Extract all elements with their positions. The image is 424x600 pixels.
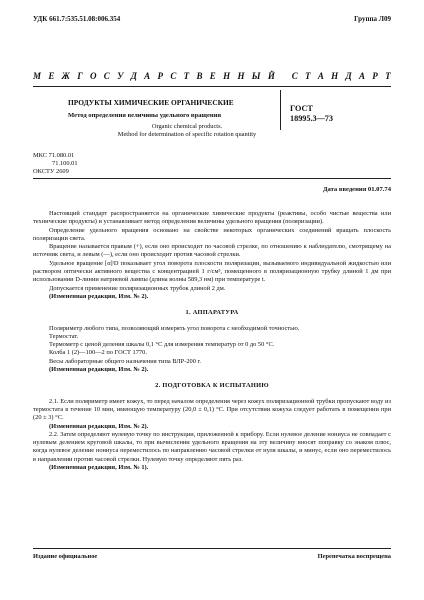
gost-code: 18995.3—73 <box>290 114 333 123</box>
banner-letter: С <box>103 71 110 81</box>
doc-title-en <box>117 123 257 139</box>
okstu-code: ОКСТУ 2609 <box>33 168 69 176</box>
banner-letter: Д <box>345 71 352 81</box>
banner-letter: Н <box>237 71 245 81</box>
edit-note: (Измененная редакция, Изм. № 2). <box>49 292 149 300</box>
divider <box>33 86 391 87</box>
banner-letter: Е <box>48 71 55 81</box>
banner-letter: О <box>89 71 97 81</box>
banner-letter: Ж <box>61 71 70 81</box>
en-title-line-2: Method for determination of specific rotation quantity <box>117 131 257 138</box>
divider <box>33 548 391 549</box>
paragraph: Удельное вращение [α]ᵗD показывает угол поворота плоскости поляризации, вызываемого индивидуальной жидкостью или раствором оптически активного вещества с концентрацией 1 г/см³, помещенного в поляризационную трубку длиной 1 дм при использовании D-линии натриевой лампы (длина волны 589,3 нм) при температуре t. <box>33 259 391 284</box>
banner-letter: Н <box>331 71 339 81</box>
banner-letter <box>282 71 284 81</box>
divider <box>33 178 391 179</box>
document-body <box>33 210 391 472</box>
banner-letter: М <box>33 71 42 81</box>
banner-letter: Р <box>157 71 163 81</box>
banner-letter: Й <box>267 71 275 81</box>
doc-title: ПРОДУКТЫ ХИМИЧЕСКИЕ ОРГАНИЧЕСКИЕ <box>68 98 234 107</box>
group-code: Группа Л09 <box>354 15 391 23</box>
footer-reprint: Перепечатка воспрещена <box>317 553 391 560</box>
section-heading: 2. ПОДГОТОВКА К ИСПЫТАНИЮ <box>155 382 269 390</box>
gost-number <box>290 104 333 124</box>
footer-official: Издание официальное <box>33 553 98 560</box>
banner-letter: А <box>317 71 324 81</box>
banner-letter: Т <box>183 71 190 81</box>
divider <box>280 90 281 130</box>
banner-letter: Г <box>77 71 83 81</box>
list-item: Поляриметр любого типа, позволяющий измерять угол поворота с необходимой точностью. <box>49 324 300 332</box>
edit-note: (Измененная редакция, Изм. № 2). <box>49 366 149 374</box>
banner-letter: В <box>196 71 203 81</box>
en-title-line-1: Organic chemical products. <box>151 123 223 130</box>
banner-letter: С <box>170 71 177 81</box>
udk-code: УДК 661.7:535.51.08:006.354 <box>33 15 121 23</box>
banner-letter: Т <box>385 71 391 81</box>
banner-letter: Ы <box>251 71 261 81</box>
mks-code-1: МКС 71.080.01 <box>33 152 75 159</box>
classification-codes <box>33 152 78 177</box>
doc-method: Метод определения величины удельного вращения <box>68 112 222 119</box>
paragraph: Определение удельного вращения основано на свойстве некоторых органических соединений вращать плоскость поляризации света. <box>33 226 391 242</box>
paragraph: Вращение называется правым (+), если оно происходит по часовой стрелке, по отношению к наблюдателю, смотрящему на источник света, и левым (—), если оно происходит против часовой стрелки. <box>33 243 391 259</box>
edit-note: (Измененная редакция, Изм. № 2). <box>49 422 149 430</box>
paragraph: 2.2. Затем определяют нулевую точку по инструкции, приложенной к прибору. Если нулевое деление нониуса не совпадает с нулевым делением круговой шкалы, то при вычислении удельного вращения на эту величину вносят поправку со знаком плюс, когда нулевое деление нониуса переместилось по направлению часовой стрелки от нуля шкалы, и минус, если оно переместилось в направлении против часовой стрелки. Нулевую точку определяют пять раз. <box>33 430 391 463</box>
paragraph: Настоящий стандарт распространяется на органические химические продукты (реактивы, особо чистые вещества или технические продукты) и устанавливает метод определения величины удельного вращения (поляризации). <box>33 210 391 226</box>
banner-letter: Р <box>372 71 378 81</box>
list-item: Колба 1 (2)—100—2 по ГОСТ 1770. <box>49 349 147 357</box>
banner-letter: Н <box>223 71 231 81</box>
list-item: Весы лабораторные общего назначения типа ВЛР-200 г. <box>49 357 202 365</box>
banner-letter: Т <box>305 71 311 81</box>
intro-date: Дата введения 01.07.74 <box>322 186 391 193</box>
list-item: Термостат. <box>49 332 79 340</box>
edit-note: (Измененная редакция, Изм. № 1). <box>49 464 149 472</box>
paragraph: 2.1. Если поляриметр имеет кожух, то перед началом определения через кожух поляризационной трубки пропускают воду из термостата в течение 10 мин, имеющую температуру (20,0 ± 0,1) °С. При отсутствии кожуха следует работать в помещении при (20 ± 3) °С. <box>33 397 391 422</box>
banner-letter: Е <box>209 71 216 81</box>
banner-letter: С <box>291 71 298 81</box>
banner-letter: А <box>358 71 365 81</box>
banner-letter: А <box>144 71 151 81</box>
banner-letter: У <box>117 71 124 81</box>
banner-letter: Д <box>130 71 137 81</box>
mks-code-2: 71.100.01 <box>52 160 78 168</box>
list-item: Термометр с ценой деления шкалы 0,1 °С для измерения температур от 0 до 50 °С. <box>49 341 275 349</box>
paragraph: Допускается применение поляризационных трубок длиной 2 дм. <box>49 284 226 292</box>
gost-label: ГОСТ <box>290 104 313 113</box>
section-heading: 1. АППАРАТУРА <box>185 309 239 317</box>
standard-banner <box>33 71 391 81</box>
